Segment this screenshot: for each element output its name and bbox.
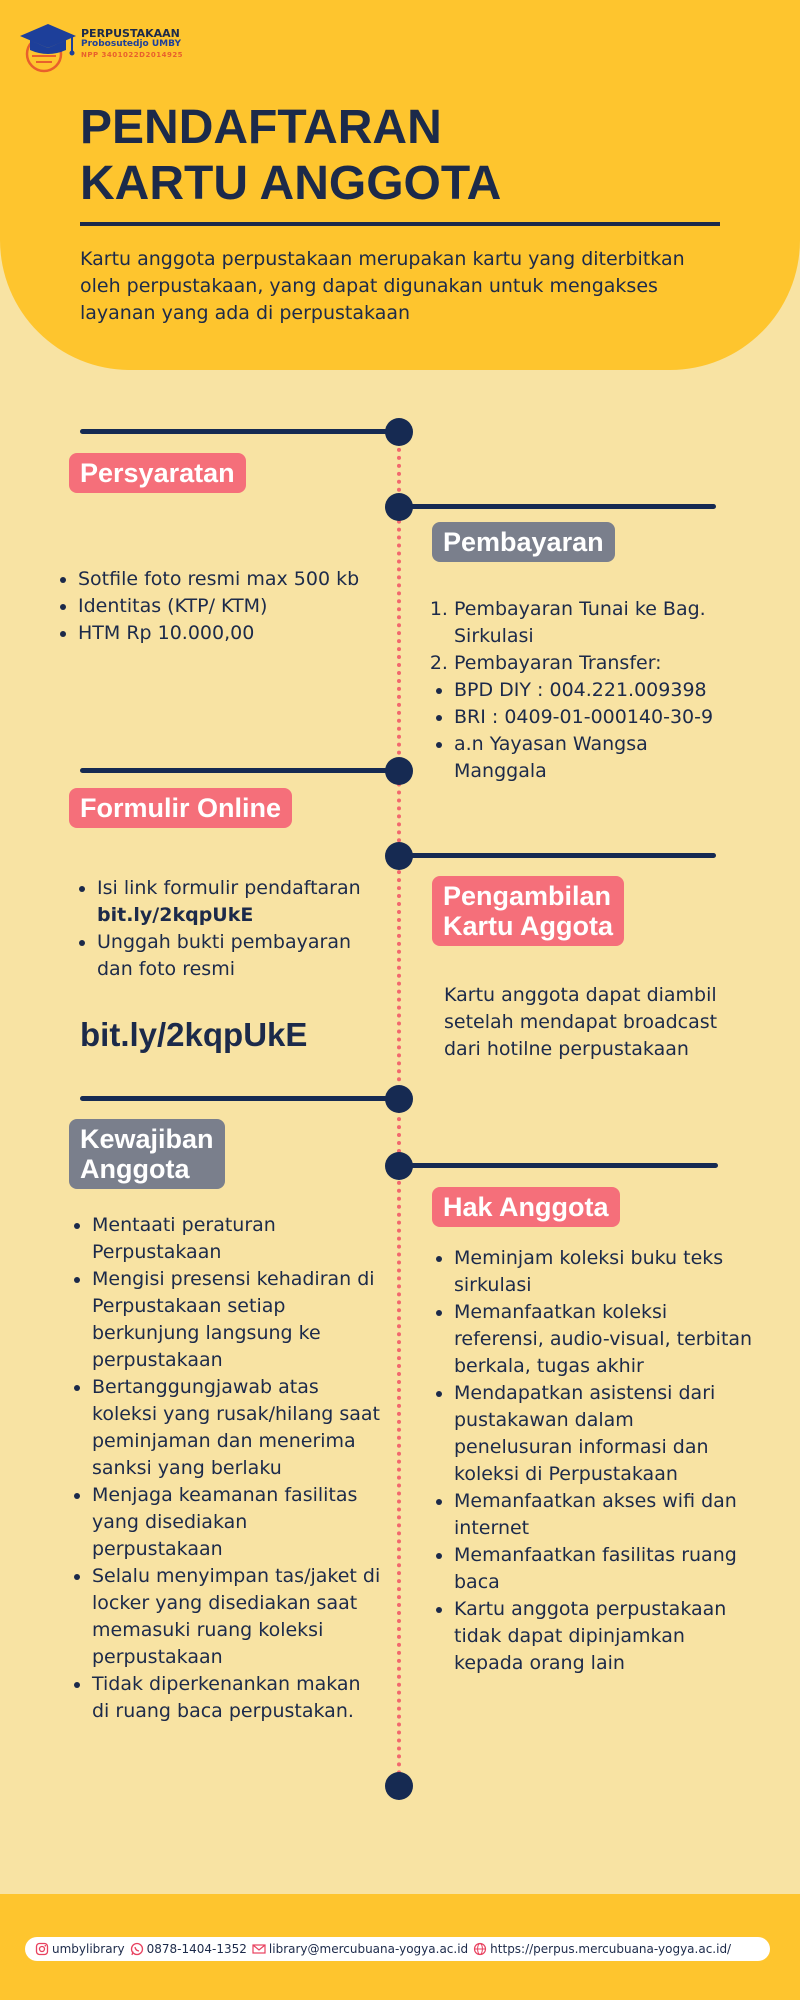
section-label-kewajiban: Kewajiban Anggota — [69, 1119, 225, 1189]
contact-bar — [25, 1937, 770, 1961]
footer — [0, 1894, 800, 2000]
page-title — [80, 100, 720, 212]
list-item: • Bertanggungjawab atas koleksi yang rusak/hilang saat peminjaman dan menerima sanksi yang berlaku — [92, 1374, 382, 1482]
intro-text: Kartu anggota perpustakaan merupakan kartu yang diterbitkan oleh perpustakaan, yang dapat digunakan untuk mengakses layanan yang ada di perpustakaan — [80, 248, 685, 324]
graduation-cap-icon — [18, 16, 80, 74]
section-label-persyaratan: Persyaratan — [69, 453, 246, 493]
contact-whatsapp[interactable]: 0878-1404-1352 — [130, 1942, 247, 1956]
timeline-node — [385, 842, 413, 870]
form-link[interactable]: bit.ly/2kqpUkE — [97, 904, 254, 926]
logo-npp: NPP 3401022D2014925 — [81, 51, 184, 59]
contact-website[interactable]: https://perpus.mercubuana-yogya.ac.id/ — [473, 1942, 731, 1956]
timeline-connector — [398, 1163, 718, 1168]
mail-icon — [252, 1942, 266, 1956]
timeline-node-end — [385, 1772, 413, 1800]
pengambilan-text: Kartu anggota dapat diambil setelah mendapat broadcast dari hotilne perpustakaan — [444, 984, 718, 1060]
list-item: • Mentaati peraturan Perpustakaan — [92, 1212, 382, 1266]
section-label-pembayaran: Pembayaran — [432, 522, 615, 562]
hak-list — [434, 1245, 754, 1677]
formulir-list — [77, 875, 387, 983]
library-logo — [18, 16, 248, 76]
section-label-formulir-online: Formulir Online — [69, 788, 292, 828]
list-item: • Kartu anggota perpustakaan tidak dapat dipinjamkan kepada orang lain — [454, 1596, 754, 1677]
timeline-node — [385, 757, 413, 785]
timeline-connector — [80, 1096, 398, 1101]
timeline-connector — [80, 429, 398, 434]
section-label-hak-anggota: Hak Anggota — [432, 1187, 620, 1227]
list-item: • HTM Rp 10.000,00 — [78, 620, 378, 647]
timeline-connector — [398, 853, 716, 858]
contact-instagram[interactable]: umbylibrary — [35, 1942, 125, 1956]
list-item: • Unggah bukti pembayaran dan foto resmi — [97, 929, 387, 983]
timeline-node — [385, 1085, 413, 1113]
list-item: • BRI : 0409-01-000140-30-9 — [454, 704, 744, 731]
logo-title: PERPUSTAKAAN — [81, 27, 180, 40]
list-item: 1. Pembayaran Tunai ke Bag. Sirkulasi — [454, 596, 744, 650]
header-banner — [0, 0, 800, 370]
kewajiban-list — [72, 1212, 382, 1725]
list-item: • Memanfaatkan akses wifi dan internet — [454, 1488, 754, 1542]
logo-subtitle: Probosutedjo UMBY — [81, 39, 182, 49]
form-link-large[interactable]: bit.ly/2kqpUkE — [80, 1016, 308, 1053]
list-item: • Identitas (KTP/ KTM) — [78, 593, 378, 620]
list-item: • Selalu menyimpan tas/jaket di locker yang disediakan saat memasuki ruang koleksi perpustakaan — [92, 1563, 382, 1671]
contact-email[interactable]: library@mercubuana-yogya.ac.id — [252, 1942, 468, 1956]
list-item: • Isi link formulir pendaftaran bit.ly/2kqpUkE — [97, 875, 387, 929]
timeline-node — [385, 493, 413, 521]
page-title-line1: PENDAFTARAN — [80, 101, 442, 154]
list-item: • Menjaga keamanan fasilitas yang disediakan perpustakaan — [92, 1482, 382, 1563]
whatsapp-icon — [130, 1942, 144, 1956]
pembayaran-list — [434, 596, 744, 785]
globe-icon — [473, 1942, 487, 1956]
instagram-icon — [35, 1942, 49, 1956]
list-item: • Memanfaatkan koleksi referensi, audio-visual, terbitan berkala, tugas akhir — [454, 1299, 754, 1380]
page-title-line2: KARTU ANGGOTA — [80, 157, 502, 210]
list-item: • Memanfaatkan fasilitas ruang baca — [454, 1542, 754, 1596]
list-item: • a.n Yayasan Wangsa Manggala — [454, 731, 744, 785]
title-divider — [80, 222, 720, 226]
list-item: • BPD DIY : 004.221.009398 — [454, 677, 744, 704]
list-item: • Sotfile foto resmi max 500 kb — [78, 566, 378, 593]
timeline-connector — [80, 768, 398, 773]
list-item: • Mendapatkan asistensi dari pustakawan dalam penelusuran informasi dan koleksi di Perpustakaan — [454, 1380, 754, 1488]
list-item: • Mengisi presensi kehadiran di Perpustakaan setiap berkunjung langsung ke perpustakaan — [92, 1266, 382, 1374]
list-item: • Meminjam koleksi buku teks sirkulasi — [454, 1245, 754, 1299]
timeline-node — [385, 418, 413, 446]
list-item: • Tidak diperkenankan makan di ruang baca perpustakan. — [92, 1671, 382, 1725]
list-item: 2. Pembayaran Transfer: — [454, 650, 744, 677]
timeline-node — [385, 1152, 413, 1180]
persyaratan-list — [58, 566, 378, 647]
section-label-pengambilan: Pengambilan Kartu Aggota — [432, 876, 624, 946]
timeline-connector — [398, 504, 716, 509]
